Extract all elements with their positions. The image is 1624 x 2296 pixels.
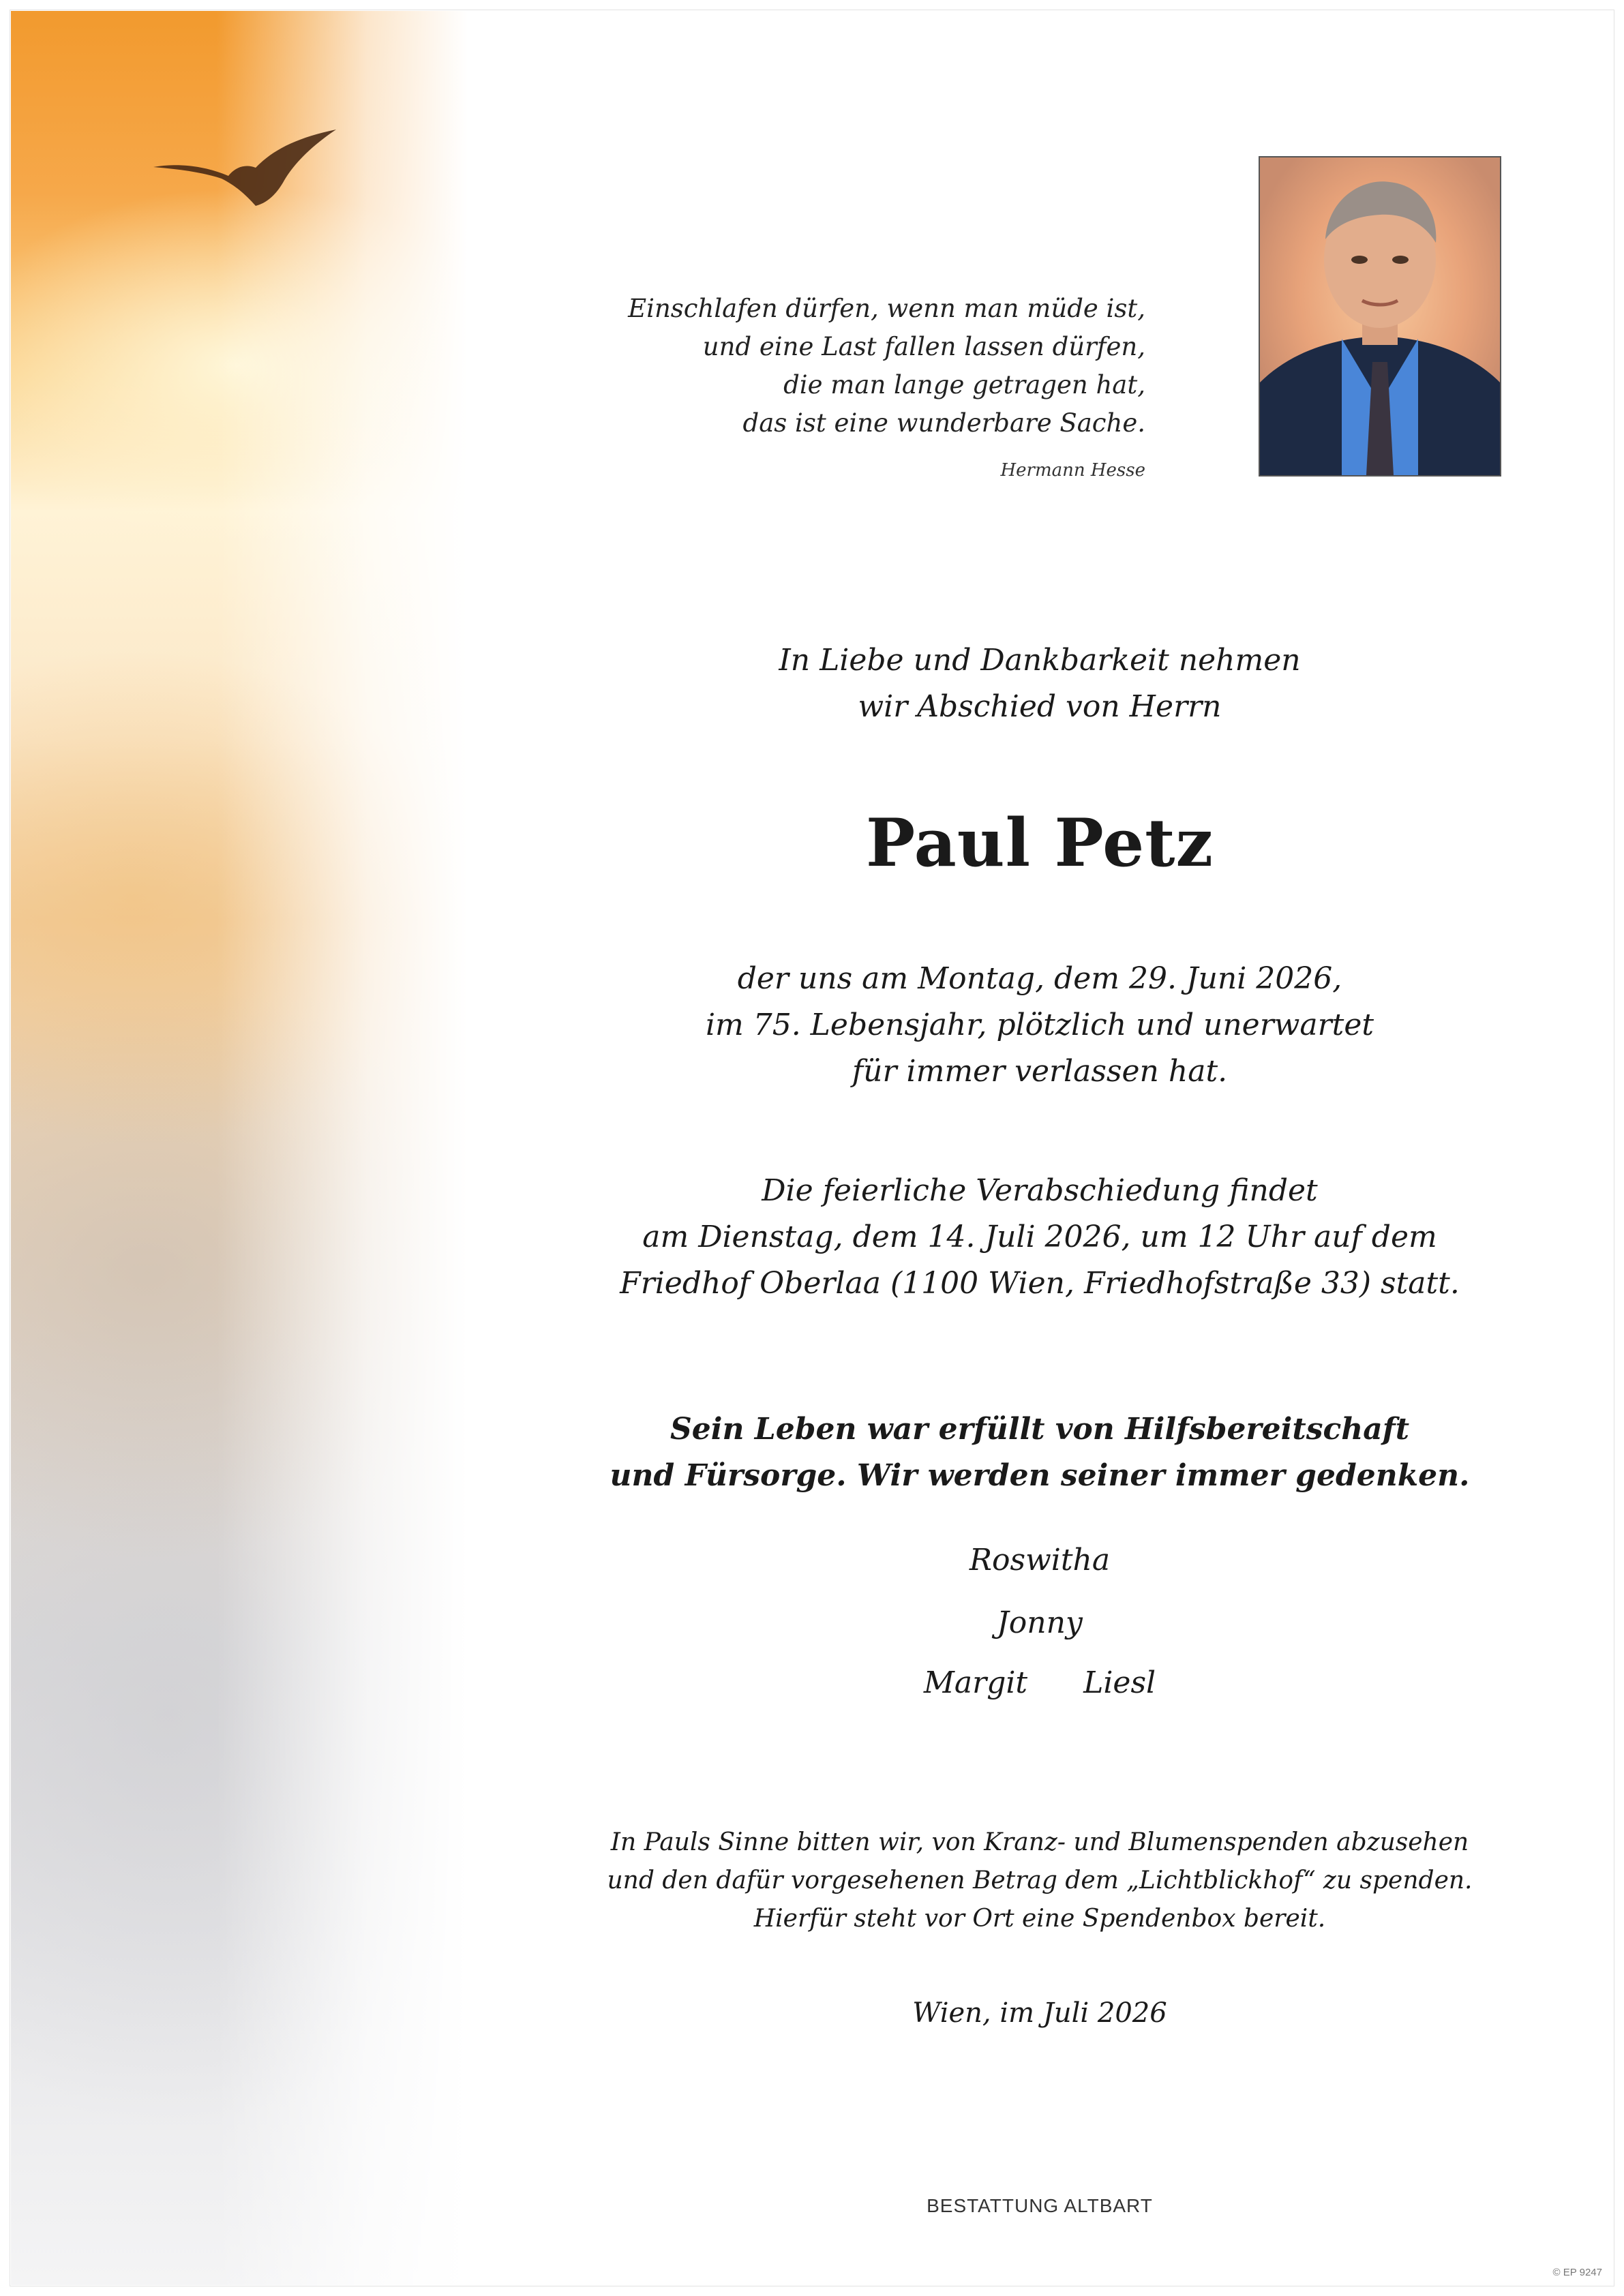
portrait-photo — [1259, 156, 1501, 477]
funeral-home-name: BESTATTUNG ALTBART — [927, 2195, 1153, 2216]
passing-text — [518, 956, 1561, 1095]
ceremony-text — [518, 1168, 1561, 1307]
donation-line: Hierfür steht vor Ort eine Spendenbox bereit. — [753, 1905, 1326, 1933]
mourner-row — [518, 1665, 1561, 1700]
passing-line: im 75. Lebensjahr, plötzlich und unerwartet — [705, 1008, 1374, 1042]
passing-line: für immer verlassen hat. — [852, 1054, 1228, 1089]
mourner-name: Margit — [923, 1665, 1028, 1700]
passing-line: der uns am Montag, dem 29. Juni 2026, — [737, 961, 1342, 996]
hesse-quote — [518, 290, 1145, 442]
tribute-line: Sein Leben war erfüllt von Hilfsbereitschaft — [670, 1412, 1410, 1447]
ceremony-line: am Dienstag, dem 14. Juli 2026, um 12 Uhr auf dem — [642, 1220, 1437, 1254]
donation-line: In Pauls Sinne bitten wir, von Kranz- und Blumenspenden abzusehen — [610, 1828, 1469, 1856]
donation-line: und den dafür vorgesehenen Betrag dem „Lichtblickhof“ zu spenden. — [607, 1867, 1473, 1894]
place-date: Wien, im Juli 2026 — [912, 1997, 1167, 2029]
quote-line: Einschlafen dürfen, wenn man müde ist, — [628, 294, 1145, 323]
quote-line: das ist eine wunderbare Sache. — [742, 408, 1145, 438]
deceased-name: Paul Petz — [865, 804, 1214, 881]
print-code: © EP 9247 — [1552, 2267, 1602, 2278]
mourner-name: Jonny — [997, 1605, 1083, 1640]
intro-text — [518, 637, 1561, 730]
quote-author: Hermann Hesse — [1000, 460, 1145, 481]
ceremony-line: Friedhof Oberlaa (1100 Wien, Friedhofstraße 33) statt. — [620, 1266, 1460, 1301]
tribute-text — [518, 1406, 1561, 1499]
portrait-figure — [1260, 157, 1500, 475]
donation-text — [518, 1824, 1561, 1938]
quote-line: die man lange getragen hat, — [783, 370, 1145, 399]
tribute-line: und Fürsorge. Wir werden seiner immer gedenken. — [610, 1458, 1470, 1493]
ceremony-line: Die feierliche Verabschiedung findet — [762, 1173, 1318, 1208]
intro-line: In Liebe und Dankbarkeit nehmen — [779, 643, 1301, 678]
quote-line: und eine Last fallen lassen dürfen, — [702, 332, 1145, 361]
mourner-name: Liesl — [1083, 1665, 1156, 1700]
mourner-name: Roswitha — [969, 1543, 1111, 1577]
intro-line: wir Abschied von Herrn — [858, 689, 1222, 724]
